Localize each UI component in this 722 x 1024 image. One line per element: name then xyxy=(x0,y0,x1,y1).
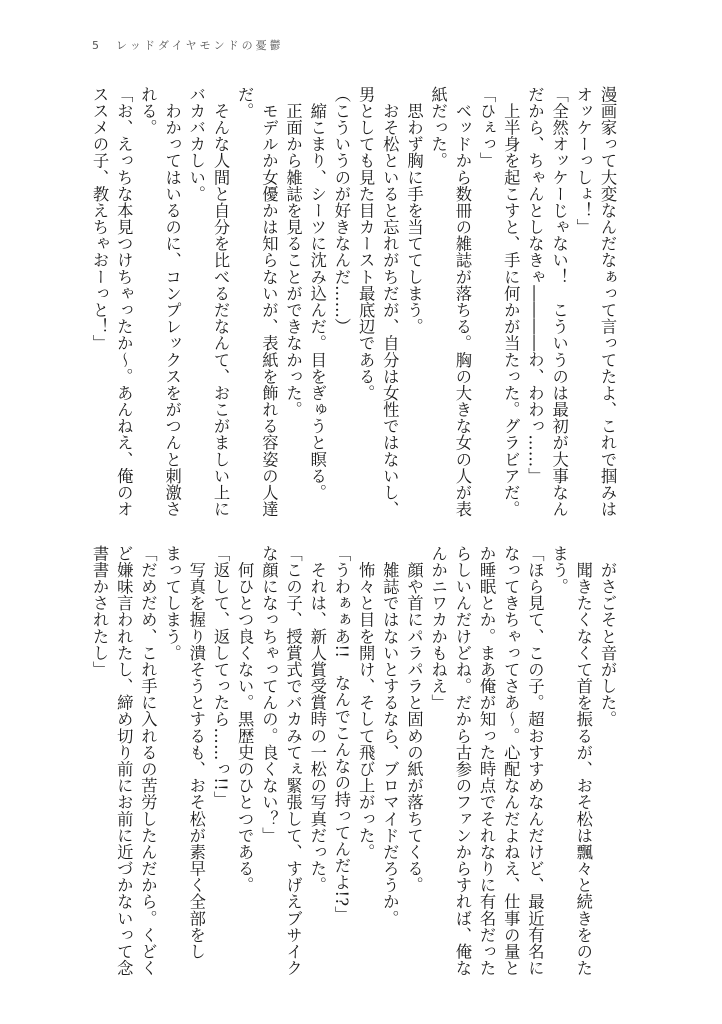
text-block-bottom xyxy=(87,545,619,995)
text-column: 紙だった。 xyxy=(428,86,448,169)
text-column: 男としても見た目カースト最底辺である。 xyxy=(356,86,376,402)
text-column: 「お、えっちな本見つけちゃったか～。あんねえ、俺のオ xyxy=(114,86,134,518)
text-column: なってきちゃってさあ～。心配なんだよねえ、仕事の量と xyxy=(501,545,521,977)
text-column: ベッドから数冊の雑誌が落ちる。胸の大きな女の人が表 xyxy=(452,86,472,518)
text-column: 「だめだめ、これ手に入れるの苦労したんだから。くどく xyxy=(138,545,158,977)
text-column: 「うわぁぁあ!! なんでこんなの持ってんだよ!?」 xyxy=(331,545,351,923)
text-column: 「ひぇっ」 xyxy=(477,86,497,169)
text-column: 上半身を起こすと、手に何かが当たった。グラビアだ。 xyxy=(501,86,521,518)
chapter-title: レッドダイヤモンドの憂鬱 xyxy=(116,39,284,52)
text-column: 聞きたくなくて首を振るが、おそ松は飄々と続きをのた xyxy=(573,545,593,977)
text-column: おそ松といると忘れがちだが、自分は女性ではないし、 xyxy=(380,86,400,518)
text-column: 書書かされたし」 xyxy=(90,545,110,678)
text-column: 写真を握り潰そうとするも、おそ松が素早く全部をし xyxy=(186,545,206,960)
text-column: モデルか女優かは知らないが、表紙を飾れる容姿の人達 xyxy=(259,86,279,518)
text-column: （こういうのが好きなんだ……） xyxy=(331,86,351,335)
text-column: だから、ちゃんとしなきゃ――――わ、わわっ……」 xyxy=(525,86,545,485)
text-column: ど嫌味言われたし、締め切り前にお前に近づかないって念 xyxy=(114,545,134,977)
text-column: れる。 xyxy=(138,86,158,136)
text-column: か睡眠とか。まあ俺が知った時点でそれなりに有名だった xyxy=(477,545,497,977)
text-column: 漫画家って大変なんだなぁって言ってたよ、これで掴みは xyxy=(598,86,617,518)
text-column: わかってはいるのに、コンプレックスをがつんと刺激さ xyxy=(162,86,182,518)
text-column: だ。 xyxy=(235,86,255,120)
text-column: まってしまう。 xyxy=(162,545,182,662)
text-column: がさごそと音がした。 xyxy=(598,545,617,728)
running-header xyxy=(92,37,284,53)
text-column: 顔や首にパラパラと固めの紙が落ちてくる。 xyxy=(404,545,424,894)
text-column: オッケーっしょ！」 xyxy=(573,86,593,236)
text-column: 何ひとつ良くない。黒歴史のひとつである。 xyxy=(235,545,255,894)
text-column: らしいんだけどね。だから古参のファンからすれば、俺な xyxy=(452,545,472,977)
page-number: 5 xyxy=(92,39,102,52)
text-column: そんな人間と自分を比べるだなんて、おこがましい上に xyxy=(211,86,230,518)
text-column: 「この子、授賞式でバカみてぇ緊張して、すげえブサイク xyxy=(283,545,303,977)
text-column: 雑誌ではないとするなら、ブロマイドだろうか。 xyxy=(380,545,400,927)
text-column: 思わず胸に手を当ててしまう。 xyxy=(404,86,424,335)
text-column: 怖々と目を開け、そして飛び上がった。 xyxy=(356,545,376,861)
text-column: んかニワカかもねえ」 xyxy=(428,545,448,711)
text-column: バカバカしい。 xyxy=(186,86,206,203)
text-column: な顔になっちゃってんの。良くない？」 xyxy=(259,545,279,844)
text-column: まう。 xyxy=(549,545,569,595)
text-column: 「ほら見て、この子。超おすすめなんだけど、最近有名に xyxy=(525,545,545,977)
text-column: 「返して、返してったら……っ!!」 xyxy=(211,545,230,808)
text-column: 「全然オッケーじゃない！ こういうのは最初が大事なん xyxy=(549,86,569,518)
text-column: 正面から雑誌を見ることができなかった。 xyxy=(283,86,303,418)
text-column: 縮こまり、シーツに沈み込んだ。目をぎゅうと瞑る。 xyxy=(307,86,327,501)
text-column: ススメの子、教えちゃおーっと！」 xyxy=(90,86,110,352)
text-column: それは、新人賞受賞時の一松の写真だった。 xyxy=(307,545,327,894)
text-block-top xyxy=(87,86,619,536)
